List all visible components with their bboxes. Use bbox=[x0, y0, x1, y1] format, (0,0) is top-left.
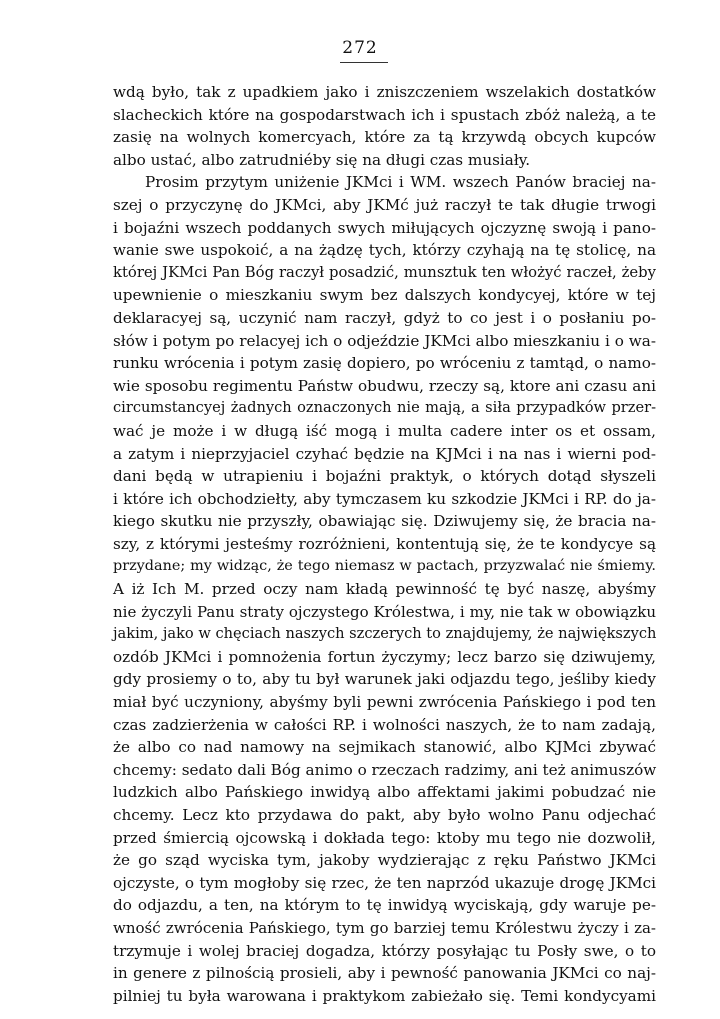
text-line: zasię na wolnych komercyach, które za tą krzywdą obcych kupców bbox=[113, 128, 656, 147]
text-line: jakim, jako w chęciach naszych szczerych to znajdujemy, że największych bbox=[113, 625, 657, 643]
text-line: że albo co nad namowy na sejmikach stanowić, albo KJMci zbywać bbox=[113, 738, 656, 757]
text-line: wność zwrócenia Pańskiego, tym go barziej temu Królestwu życzy i za- bbox=[113, 918, 656, 937]
page-number-rule bbox=[340, 62, 388, 63]
text-line: nie życzyli Panu straty ojczystego Królestwa, i my, nie tak w obowiązku bbox=[113, 602, 656, 621]
page-number: 272 bbox=[342, 38, 378, 58]
text-line: miał być uczyniony, abyśmy byli pewni zwrócenia Pańskiego i pod ten bbox=[113, 693, 656, 712]
text-line: a zatym i nieprzyjaciel czyhać będzie na KJMci i na nas i wierni pod- bbox=[113, 444, 656, 463]
body-text bbox=[113, 81, 656, 1007]
text-line: wanie swe uspokoić, a na żądzę tych, którzy czyhają na tę stolicę, na bbox=[113, 241, 656, 260]
text-line: kiego skutku nie przyszły, obawiając się. Dziwujemy się, że bracia na- bbox=[113, 512, 656, 531]
text-line: slacheckich które na gospodarstwach ich i spustach zbóż należą, a te bbox=[113, 105, 656, 124]
text-line: ludzkich albo Pańskiego inwidyą albo affektami jakimi pobudzać nie bbox=[113, 783, 656, 802]
text-line: wie sposobu regimentu Państw obudwu, rzeczy są, ktore ani czasu ani bbox=[113, 376, 656, 395]
text-line: i bojaźni wszech poddanych swych miłujących ojczyznę swoją i pano- bbox=[113, 218, 656, 237]
text-line: której JKMci Pan Bóg raczył posadzić, munsztuk ten włożyć raczeł, żeby bbox=[113, 263, 656, 281]
text-line: pilniej tu była warowana i praktykom zabieżało się. Temi kondycyami bbox=[113, 986, 656, 1005]
text-line: deklaracyej są, uczynić nam raczył, gdyż to co jest i o posłaniu po- bbox=[113, 308, 656, 327]
text-line: wać je może i w długą iść mogą i multa cadere inter os et ossam, bbox=[113, 421, 656, 440]
text-line: albo ustać, albo zatrudniéby się na długi czas musiały. bbox=[113, 150, 531, 169]
text-line: czas zadzierżenia w całości RP. i wolności naszych, że to nam zadają, bbox=[113, 715, 656, 734]
text-line: dani będą w utrapieniu i bojaźni praktyk, o których dotąd słyszeli bbox=[113, 467, 656, 486]
text-line: przed śmiercią ojcowską i dokłada tego: ktoby mu tego nie dozwolił, bbox=[113, 828, 656, 847]
text-line: wdą było, tak z upadkiem jako i zniszczeniem wszelakich dostatków bbox=[113, 83, 656, 101]
text-line: słów i potym po relacyej ich o odjeździe JKMci albo mieszkaniu i o wa- bbox=[113, 331, 656, 350]
text-line: gdy prosiemy o to, aby tu był warunek jaki odjazdu tego, jeśliby kiedy bbox=[113, 670, 656, 689]
text-line: że go sząd wyciska tym, jakoby wydzierając z ręku Państwo JKMci bbox=[113, 851, 656, 870]
text-line: szy, z którymi jesteśmy rozróżnieni, kontentują się, że te kondycye są bbox=[113, 534, 656, 553]
text-line: ojczyste, o tym mogłoby się rzec, że ten naprzód ukazuje drogę JKMci bbox=[113, 873, 656, 892]
text-line: ozdób JKMci i pomnożenia fortun życzymy; lecz barzo się dziwujemy, bbox=[113, 647, 656, 666]
text-line: circumstancyej żadnych oznaczonych nie mają, a siła przypadków przer- bbox=[113, 399, 656, 417]
text-line: chcemy: sedato dali Bóg animo o rzeczach radzimy, ani też animuszów bbox=[113, 760, 657, 779]
text-line: szej o przyczynę do JKMci, aby JKMć już raczył te tak długie trwogi bbox=[113, 195, 656, 214]
text-line: in genere z pilnością prosieli, aby i pewność panowania JKMci co naj- bbox=[113, 964, 656, 983]
text-line: Prosim przytym uniżenie JKMci i WM. wszech Panów braciej na- bbox=[145, 173, 656, 192]
text-line: trzymuje i wolej braciej dogadza, którzy posyłając tu Posły swe, o to bbox=[113, 941, 656, 960]
text-line: przydane; my widząc, że tego niemasz w pactach, przyzwalać nie śmiemy. bbox=[113, 558, 656, 575]
text-line: runku wrócenia i potym zasię dopiero, po wróceniu z tamtąd, o namo- bbox=[113, 354, 656, 373]
text-line: i które ich obchodziełty, aby tymczasem ku szkodzie JKMci i RP. do ja- bbox=[113, 489, 656, 508]
text-line: do odjazdu, a ten, na którym to tę inwidyą wyciskają, gdy waruje pe- bbox=[113, 896, 656, 915]
text-line: chcemy. Lecz kto przydawa do pakt, aby było wolno Panu odjechać bbox=[113, 806, 656, 824]
text-line: A iż Ich M. przed oczy nam kładą pewinność tę być naszę, abyśmy bbox=[113, 580, 656, 599]
text-line: upewnienie o mieszkaniu swym bez dalszych kondycyej, które w tej bbox=[113, 286, 656, 305]
